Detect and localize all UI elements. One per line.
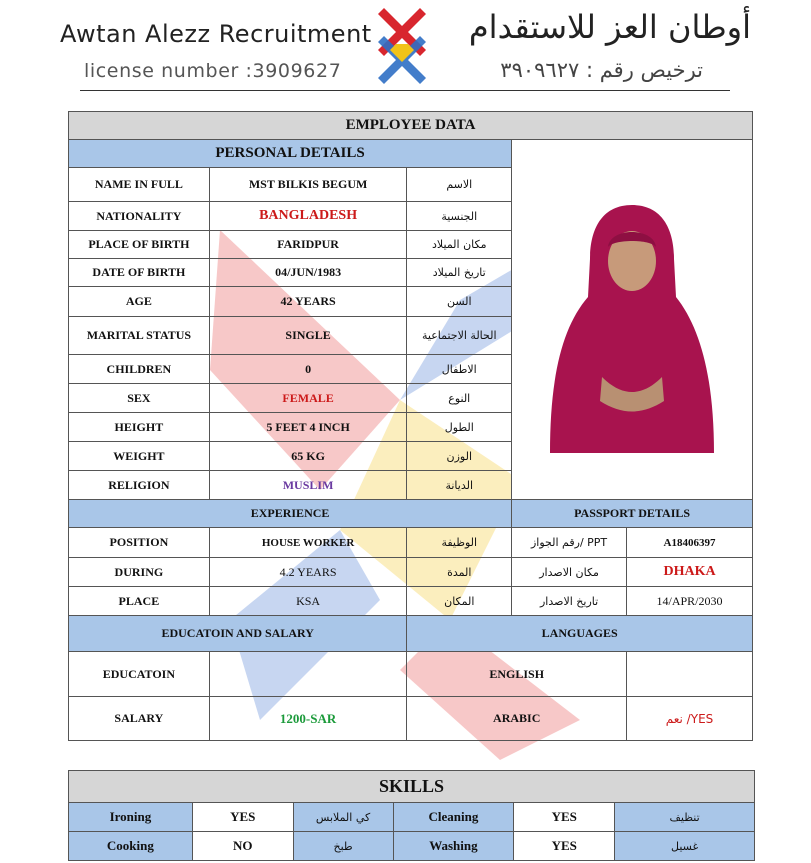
field-value: 04/JUN/1983 [209, 259, 407, 287]
document-title: EMPLOYEE DATA [69, 112, 753, 140]
field-value: BANGLADESH [209, 202, 407, 231]
field-label: PLACE OF BIRTH [69, 231, 210, 259]
letterhead [0, 0, 811, 100]
license-number-ar: ترخيص رقم : ٣٩٠٩٦٢٧ [500, 58, 703, 82]
passport-label: مكان الاصدار [512, 558, 627, 587]
languages-heading [407, 616, 753, 652]
skill-name-ar: غسيل [615, 832, 755, 861]
skill-name-ar: كي الملابس [293, 803, 393, 832]
personal-details-heading: PERSONAL DETAILS [69, 140, 512, 168]
experience-label-ar: المكان [407, 587, 512, 616]
field-label-ar: النوع [407, 384, 512, 413]
photo-cell [512, 140, 753, 500]
skill-name: Cooking [69, 832, 193, 861]
skill-value: YES [514, 832, 615, 861]
skill-value: YES [514, 803, 615, 832]
field-label: NATIONALITY [69, 202, 210, 231]
salary-row [69, 697, 753, 741]
field-label-ar: الديانة [407, 471, 512, 500]
field-label-ar: الحالة الاجتماعية [407, 317, 512, 355]
field-label-ar: الاسم [407, 168, 512, 202]
skill-name-ar: طبخ [293, 832, 393, 861]
experience-label-ar: الوظيفة [407, 528, 512, 558]
company-logo [376, 4, 428, 88]
passport-value: A18406397 [627, 528, 753, 558]
education-label: EDUCATOIN [69, 652, 210, 697]
field-label: RELIGION [69, 471, 210, 500]
language-value [627, 652, 753, 697]
employee-photo [532, 187, 732, 453]
salary-value: 1200-SAR [209, 697, 407, 741]
experience-heading: EXPERIENCE [69, 500, 512, 528]
field-label: AGE [69, 287, 210, 317]
skill-name-ar: تنظيف [615, 803, 755, 832]
field-value: 0 [209, 355, 407, 384]
skills-heading: SKILLS [69, 771, 755, 803]
skills-table [68, 770, 755, 861]
field-value: 5 FEET 4 INCH [209, 413, 407, 442]
field-label-ar: الاطفال [407, 355, 512, 384]
field-label-ar: مكان الميلاد [407, 231, 512, 259]
skill-name: Ironing [69, 803, 193, 832]
language-label: ARABIC [407, 697, 627, 741]
employee-photo-figure [532, 187, 732, 453]
experience-value: HOUSE WORKER [209, 528, 407, 558]
field-label-ar: الجنسية [407, 202, 512, 231]
field-value: FARIDPUR [209, 231, 407, 259]
header-divider [80, 90, 730, 91]
field-label-ar: السن [407, 287, 512, 317]
experience-label: DURING [69, 558, 210, 587]
education-value [209, 652, 407, 697]
experience-label: PLACE [69, 587, 210, 616]
passport-label: PPT /رقم الجواز [512, 528, 627, 558]
passport-value: DHAKA [627, 558, 753, 587]
field-value: 42 YEARS [209, 287, 407, 317]
experience-row [69, 587, 753, 616]
salary-label: SALARY [69, 697, 210, 741]
company-name-ar: أوطان العز للاستقدام [468, 8, 751, 46]
passport-value: 14/APR/2030 [627, 587, 753, 616]
language-label: ENGLISH [407, 652, 627, 697]
passport-heading: PASSPORT DETAILS [512, 500, 753, 528]
languages-heading-text: LANGUAGES [541, 626, 618, 640]
field-value: SINGLE [209, 317, 407, 355]
experience-row [69, 558, 753, 587]
experience-label-ar: المدة [407, 558, 512, 587]
field-label: NAME IN FULL [69, 168, 210, 202]
field-label-ar: تاريخ الميلاد [407, 259, 512, 287]
skill-value: NO [192, 832, 293, 861]
field-value: 65 KG [209, 442, 407, 471]
language-value: YES/ نعم [627, 697, 753, 741]
field-label: DATE OF BIRTH [69, 259, 210, 287]
skills-row [69, 803, 755, 832]
experience-value: 4.2 YEARS [209, 558, 407, 587]
field-value: FEMALE [209, 384, 407, 413]
field-label: HEIGHT [69, 413, 210, 442]
experience-row [69, 528, 753, 558]
field-value: MST BILKIS BEGUM [209, 168, 407, 202]
field-label-ar: الطول [407, 413, 512, 442]
passport-label: تاريخ الاصدار [512, 587, 627, 616]
experience-value: KSA [209, 587, 407, 616]
field-label: WEIGHT [69, 442, 210, 471]
skills-row [69, 832, 755, 861]
skill-value: YES [192, 803, 293, 832]
experience-label: POSITION [69, 528, 210, 558]
education-row [69, 652, 753, 697]
field-label: CHILDREN [69, 355, 210, 384]
employee-data-table [68, 111, 753, 741]
field-label: SEX [69, 384, 210, 413]
skill-name: Washing [393, 832, 514, 861]
education-heading: EDUCATOIN AND SALARY [69, 616, 407, 652]
field-label-ar: الوزن [407, 442, 512, 471]
license-number-en: license number :3909627 [84, 60, 342, 82]
skill-name: Cleaning [393, 803, 514, 832]
company-name-en: Awtan Alezz Recruitment [60, 20, 372, 48]
field-value: MUSLIM [209, 471, 407, 500]
field-label: MARITAL STATUS [69, 317, 210, 355]
